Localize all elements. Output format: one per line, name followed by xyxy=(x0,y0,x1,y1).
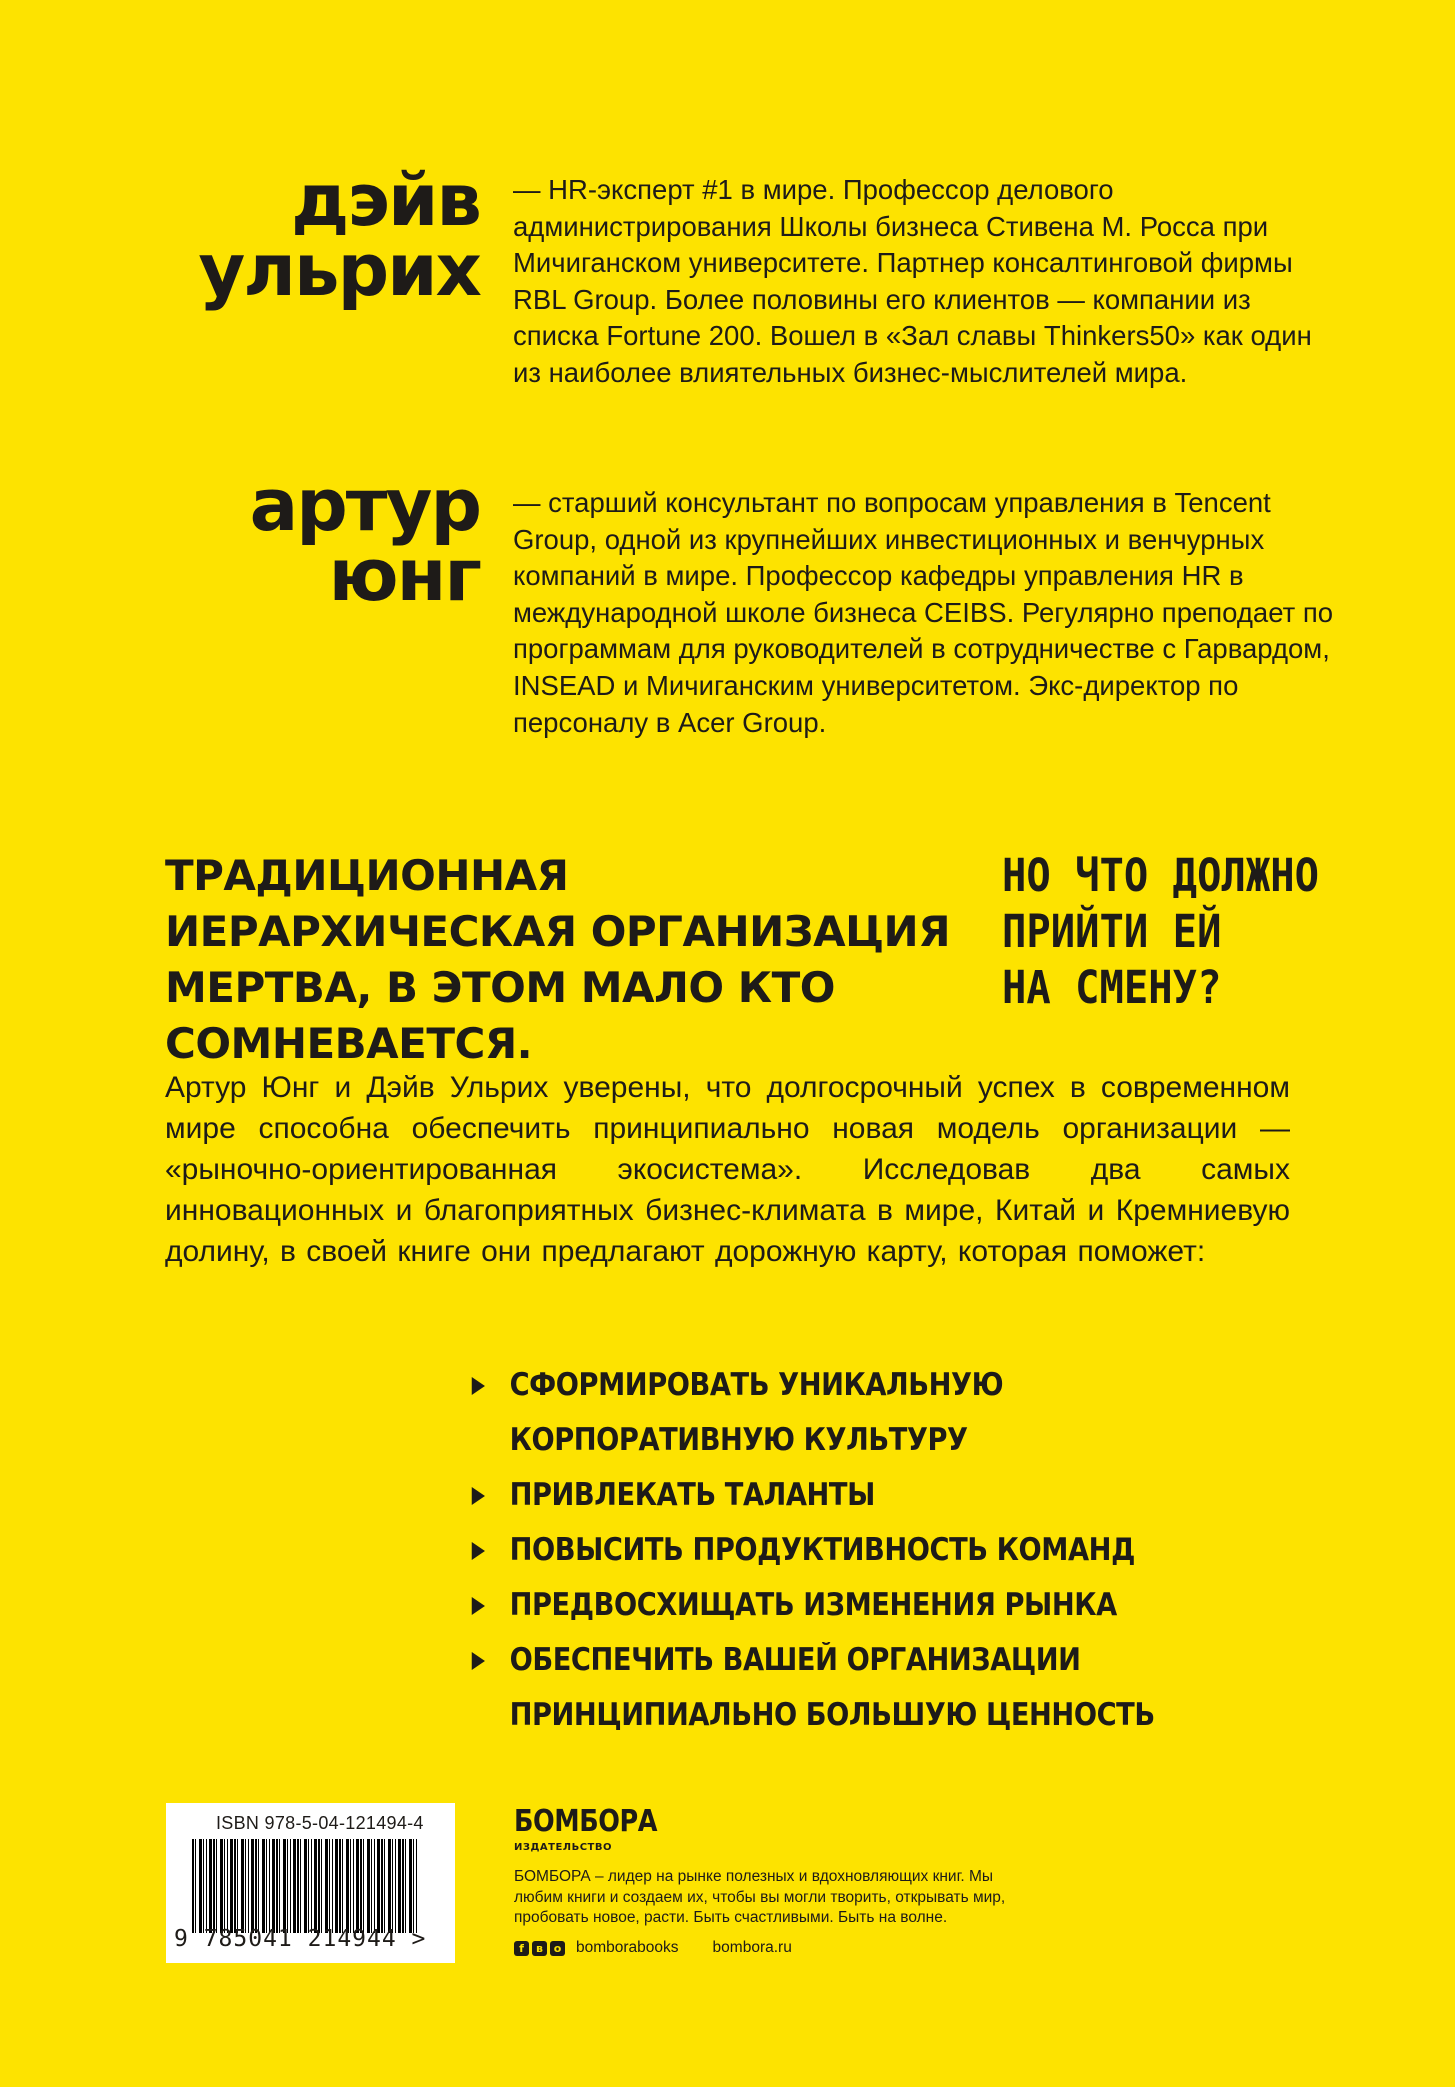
benefit-text: ПРИНЦИПИАЛЬНО БОЛЬШУЮ ЦЕННОСТЬ xyxy=(509,1697,1155,1733)
benefit-text: ОБЕСПЕЧИТЬ ВАШЕЙ ОРГАНИЗАЦИИ xyxy=(509,1642,1081,1678)
barcode-digits: 9 785041 214944 > xyxy=(174,1926,427,1952)
social-handle[interactable]: bomborabooks xyxy=(576,1939,679,1956)
benefit-text: ПОВЫСИТЬ ПРОДУКТИВНОСТЬ КОМАНД xyxy=(509,1532,1135,1568)
publisher-subtitle: ИЗДАТЕЛЬСТВО xyxy=(514,1842,612,1853)
benefit-text: КОРПОРАТИВНУЮ КУЛЬТУРУ xyxy=(509,1422,968,1458)
headline: ТРАДИЦИОННАЯ ИЕРАРХИЧЕСКАЯ ОРГАНИЗАЦИЯ МЕРТВА, В ЭТОМ МАЛО КТО СОМНЕВАЕТСЯ. xyxy=(165,851,951,1068)
question-heading xyxy=(1002,848,1326,1016)
triangle-bullet-icon xyxy=(472,1542,485,1560)
benefit-item xyxy=(470,1523,1262,1578)
benefit-text: СФОРМИРОВАТЬ УНИКАЛЬНУЮ xyxy=(509,1367,1004,1403)
benefit-item xyxy=(470,1578,1262,1633)
isbn-number: ISBN 978-5-04-121494-4 xyxy=(216,1813,424,1833)
benefit-item xyxy=(470,1358,1262,1468)
author-bio-ulrich: — HR-эксперт #1 в мире. Профессор делового администрирования Школы бизнеса Стивена М. Росса при Мичиганском университете. Партнер консалтинговой фирмы RBL Group. Более половины его клиентов — компании из списка Fortune 200. Вошел в «Зал славы Thinkers50» как один из наиболее влиятельных бизнес-мыслителей мира. xyxy=(513,174,1312,388)
question-line: НА СМЕНУ? xyxy=(1002,961,1222,1014)
author-first-name: артур xyxy=(249,463,480,547)
author-first-name: дэйв xyxy=(291,158,480,242)
author-last-name: ульрих xyxy=(198,228,480,312)
benefit-text: ПРЕДВОСХИЩАТЬ ИЗМЕНЕНИЯ РЫНКА xyxy=(509,1587,1117,1623)
question-line: ПРИЙТИ ЕЙ xyxy=(1002,905,1222,958)
website-link[interactable]: bombora.ru xyxy=(712,1939,792,1956)
benefits-list xyxy=(470,1358,1370,1743)
triangle-bullet-icon xyxy=(472,1487,485,1505)
question-line: НО ЧТО ДОЛЖНО xyxy=(1002,849,1319,902)
barcode-image xyxy=(192,1839,417,1933)
author-bio-yeung: — старший консультант по вопросам управления в Tencent Group, одной из крупнейших инвестиционных и венчурных компаний в мире. Профессор кафедры управления HR в международной школе бизнеса CEIBS. Регулярно преподает по программам для руководителей в сотрудничестве с Гарвардом, INSEAD и Мичиганским университетом. Экс-директор по персоналу в Acer Group. xyxy=(513,487,1334,738)
triangle-bullet-icon xyxy=(472,1652,485,1670)
publisher-links xyxy=(514,1938,792,1958)
book-description: Артур Юнг и Дэйв Ульрих уверены, что долгосрочный успех в современном мире способна обеспечить принципиально новая модель организации — «рыночно-ориентированная экосистема». Исследовав два самых инновационных и благоприятных бизнес-климата в мире, Китай и Кремниевую долину, в своей книге они предлагают дорожную карту, которая поможет: xyxy=(165,1071,1290,1268)
publisher-description: БОМБОРА – лидер на рынке полезных и вдохновляющих книг. Мы любим книги и создаем их, чтобы вы могли творить, открывать мир, пробовать новое, расти. Быть счастливыми. Быть на волне. xyxy=(514,1868,1006,1926)
publisher-logo: БОМБОРА xyxy=(514,1804,658,1839)
vk-icon[interactable]: в xyxy=(532,1941,547,1956)
author-name-yeung xyxy=(249,463,480,617)
author-name-ulrich xyxy=(198,158,480,312)
benefit-text: ПРИВЛЕКАТЬ ТАЛАНТЫ xyxy=(509,1477,875,1513)
triangle-bullet-icon xyxy=(472,1377,485,1395)
instagram-icon[interactable]: o xyxy=(550,1941,565,1956)
benefit-item xyxy=(470,1633,1262,1743)
facebook-icon[interactable]: f xyxy=(514,1941,529,1956)
benefit-item xyxy=(470,1468,1262,1523)
author-last-name: юнг xyxy=(328,533,480,617)
triangle-bullet-icon xyxy=(472,1597,485,1615)
isbn-barcode-box xyxy=(166,1803,455,1963)
